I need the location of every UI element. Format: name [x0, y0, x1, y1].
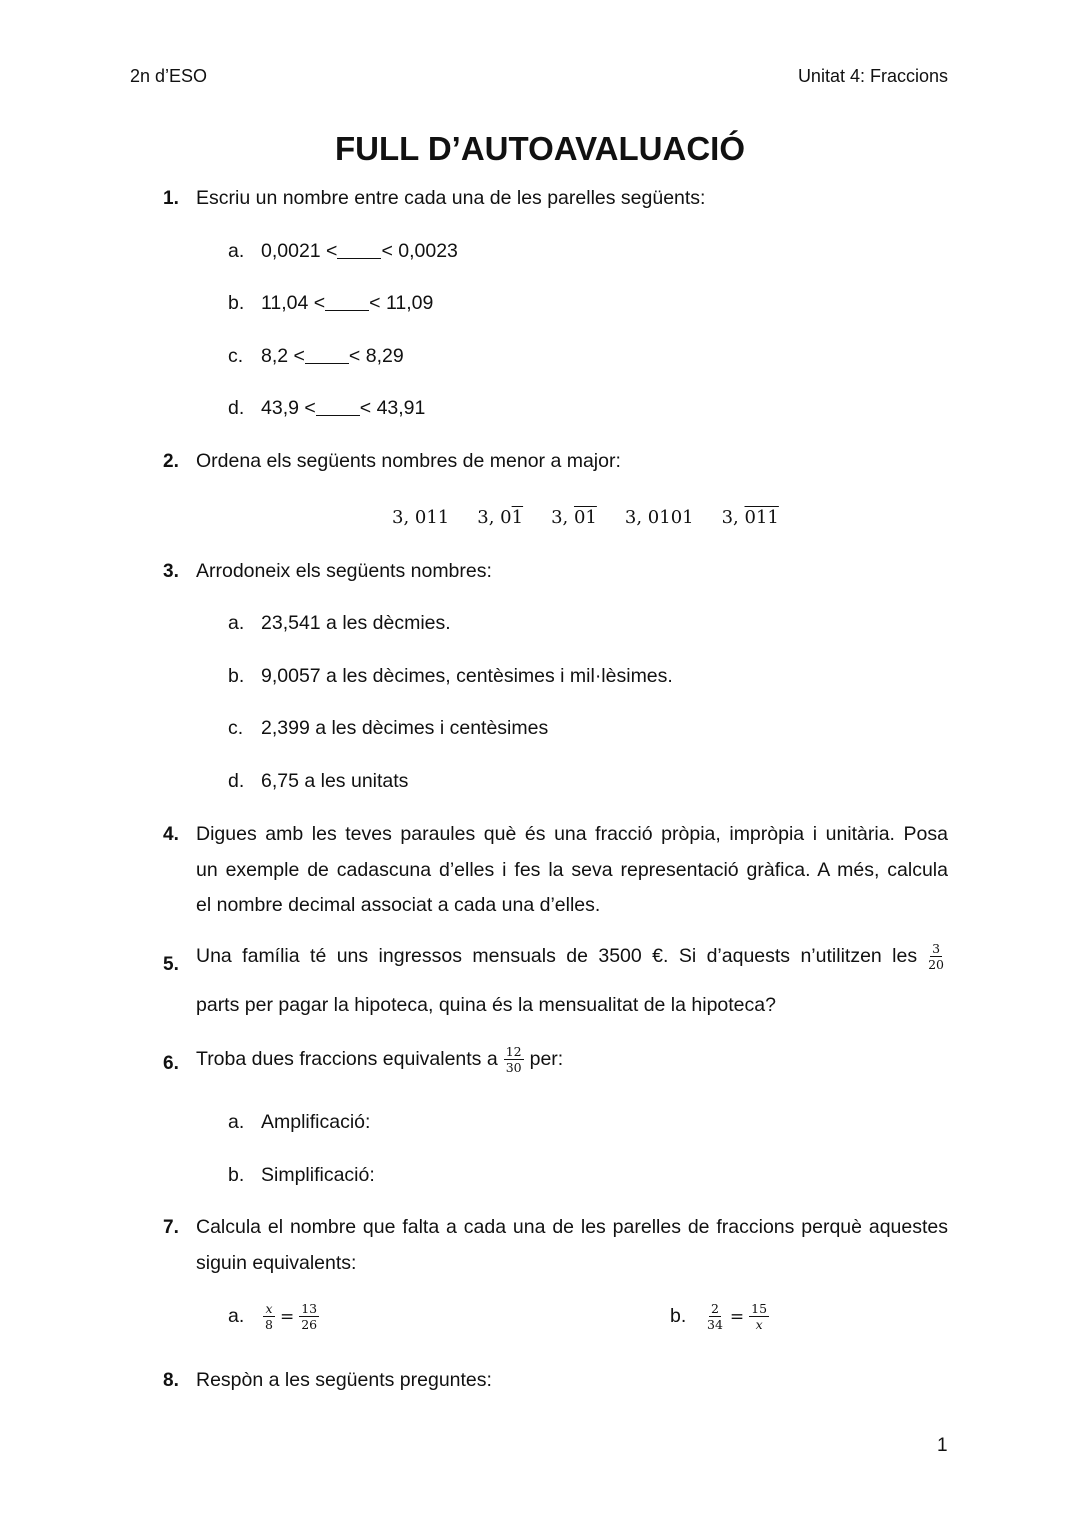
header-right: Unitat 4: Fraccions [797, 66, 948, 86]
question-text: Arrodoneix els següents nombres: [196, 560, 492, 582]
text-line: un exemple de cadascuna d’elles i fes la seva representació gràfica. A més, calcula [196, 858, 948, 881]
number-3: 3, 01 [551, 507, 597, 528]
sub-item [228, 345, 404, 368]
item-label: d. [228, 397, 245, 419]
item-label: b. [670, 1305, 687, 1327]
question-text: Ordena els següents nombres de menor a major: [196, 450, 621, 472]
text-line: Calcula el nombre que falta a cada una de les parelles de fraccions perquè aquestes [196, 1216, 948, 1238]
text-before: Troba dues fraccions equivalents a [196, 1048, 498, 1070]
item-label: a. [228, 612, 245, 634]
sub-item [228, 717, 548, 740]
upper-bound: < 0,0023 [381, 240, 458, 262]
item-label: a. [228, 1111, 245, 1133]
lower-bound: 43,9 < [261, 397, 316, 419]
number-2: 3, 01 [477, 507, 524, 528]
question-number: 4. [163, 824, 179, 845]
equation-b [670, 1302, 771, 1331]
text-line: Digues amb les teves paraules què és una fracció pròpia, impròpia i unitària. Posa [196, 823, 948, 845]
item-text: 9,0057 a les dècimes, centèsimes i mil·lèsimes. [261, 665, 673, 687]
sub-item [228, 292, 433, 315]
equation-a [228, 1302, 321, 1331]
answer-blank[interactable] [305, 345, 349, 364]
item-label: b. [228, 292, 245, 314]
text-line: el nombre decimal associat a cada una d’elles. [196, 894, 601, 916]
upper-bound: < 8,29 [348, 345, 404, 367]
page-number: 1 [937, 1435, 948, 1456]
fraction-left: $\frac{x}{8}$ [265, 1301, 273, 1332]
fraction: $\frac{3}{20}$ [928, 941, 944, 972]
fraction-left: $\frac{2}{34}$ [707, 1301, 723, 1332]
lower-bound: 8,2 < [261, 345, 305, 367]
question-text: Escriu un nombre entre cada una de les parelles següents: [196, 187, 706, 209]
item-label: b. [228, 665, 245, 687]
answer-blank[interactable] [337, 240, 381, 259]
item-label: c. [228, 345, 244, 367]
answer-blank[interactable] [325, 292, 369, 311]
sub-item [228, 397, 425, 420]
item-text: 2,399 a les dècimes i centèsimes [261, 717, 549, 739]
upper-bound: < 11,09 [369, 292, 434, 314]
equals-sign: = [729, 1306, 745, 1327]
question-number: 8. [163, 1370, 179, 1391]
answer-blank[interactable] [316, 397, 360, 416]
item-text: Simplificació: [261, 1164, 375, 1186]
sub-item [228, 612, 451, 635]
question-text [196, 1045, 563, 1074]
sub-item [228, 1164, 375, 1187]
fraction-right: $\frac{13}{26}$ [301, 1301, 318, 1332]
text-after: per: [529, 1048, 564, 1070]
question-number: 6. [163, 1053, 179, 1074]
item-text: 23,541 a les dècmies. [261, 612, 451, 634]
item-text: Amplificació: [261, 1111, 371, 1133]
question-number: 5. [163, 954, 179, 975]
lower-bound: 11,04 < [261, 292, 326, 314]
number-1: 3, 011 [392, 507, 450, 528]
sub-item [228, 240, 458, 263]
text-line: siguin equivalents: [196, 1251, 357, 1274]
question-text [196, 817, 948, 924]
item-label: a. [228, 240, 245, 262]
header-left: 2n d’ESO [130, 66, 208, 86]
page-title: FULL D’AUTOAVALUACIÓ [334, 130, 746, 167]
question-text: Respòn a les següents preguntes: [196, 1369, 492, 1391]
item-text: 6,75 a les unitats [261, 770, 409, 792]
item-label: d. [228, 770, 245, 792]
number-5: 3, 011 [721, 507, 779, 528]
number-list [392, 507, 779, 528]
question-text [196, 1210, 948, 1281]
sub-item [228, 770, 408, 793]
question-text-line [196, 942, 948, 971]
question-number: 2. [163, 451, 179, 472]
number-4: 3, 0101 [624, 507, 694, 528]
fraction-right: $\frac{15}{x}$ [751, 1301, 768, 1332]
question-number: 7. [163, 1217, 179, 1238]
text-line: parts per pagar la hipoteca, quina és la mensualitat de la hipoteca? [196, 994, 776, 1016]
upper-bound: < 43,91 [359, 397, 426, 419]
item-label: a. [228, 1305, 245, 1327]
question-number: 3. [163, 561, 179, 582]
equals-sign: = [279, 1306, 295, 1327]
item-label: c. [228, 717, 244, 739]
item-label: b. [228, 1164, 245, 1186]
text-line: Una família té uns ingressos mensuals de 3500 €. Si d’aquests n’utilitzen les [196, 945, 918, 967]
question-number: 1. [163, 188, 179, 209]
sub-item [228, 1111, 370, 1134]
fraction: $\frac{12}{30}$ [505, 1044, 522, 1075]
sub-item [228, 665, 673, 688]
lower-bound: 0,0021 < [261, 240, 338, 262]
